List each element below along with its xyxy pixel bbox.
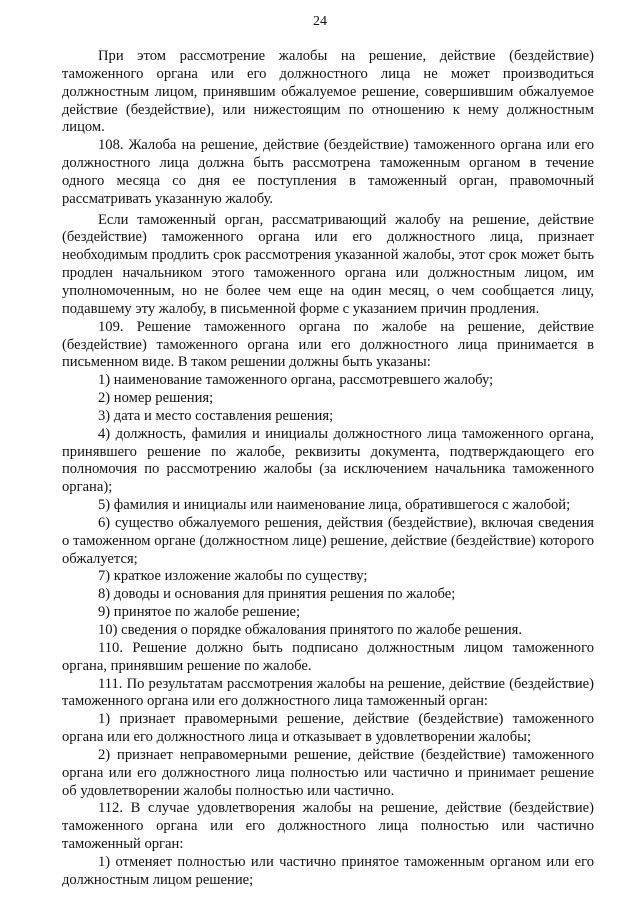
paragraph-112: 112. В случае удовлетворения жалобы на решение, действие (бездействие) таможенного органа или его должностного лица полностью или частично таможенный орган: — [62, 800, 594, 853]
list-item: 8) доводы и основания для принятия решения по жалобе; — [98, 586, 456, 603]
paragraph-110: 110. Решение должно быть подписано должностным лицом таможенного органа, принявшим решение по жалобе. — [62, 639, 594, 674]
list-item: 1) наименование таможенного органа, рассмотревшего жалобу; — [98, 372, 494, 389]
list-item: 6) существо обжалуемого решения, действия (бездействие), включая сведения о таможенном органе (должностном лице) решение, действие (бездействие) которого обжалуется; — [62, 514, 594, 567]
paragraph-111: 111. По результатам рассмотрения жалобы на решение, действие (бездействие) таможенного органа или его должностного лица таможенный орган: — [62, 675, 594, 710]
list-item: 7) краткое изложение жалобы по существу; — [98, 568, 368, 585]
paragraph-extension: Если таможенный орган, рассматривающий жалобу на решение, действие (бездействие) таможенного органа или его должностного лица, признает необходимым продлить срок рассмотрения указанной жалобы, этот срок может быть продлен начальником этого таможенного органа или должностным лицом, им уполномоченным, но не более чем еще на один месяц, о чем сообщается лицу, подавшему эту жалобу, в письменной форме с указанием причин продления. — [62, 211, 594, 317]
paragraph-109: 109. Решение таможенного органа по жалобе на решение, действие (бездействие) таможенного органа или его должностного лица принимается в письменном виде. В таком решении должны быть указаны: — [62, 318, 594, 371]
list-item: 5) фамилия и инициалы или наименование лица, обратившегося с жалобой; — [98, 497, 571, 514]
list-item: 3) дата и место составления решения; — [98, 407, 334, 424]
paragraph-108: 108. Жалоба на решение, действие (бездействие) таможенного органа или его должностного лица должна быть рассмотрена таможенным органом в течение одного месяца со дня ее поступления в таможенный орган, правомочный рассматривать указанную жалобу. — [62, 137, 594, 207]
list-item: 2) номер решения; — [98, 390, 214, 407]
document-body — [62, 48, 594, 890]
list-item: 4) должность, фамилия и инициалы должностного лица таможенного органа, принявшего решение по жалобе, реквизиты документа, подтверждающего его полномочия по рассмотрению жалобы (за исключением начальника таможенного органа); — [62, 425, 594, 496]
list-item: 1) признает правомерными решение, действие (бездействие) таможенного органа или его должностного лица и отказывает в удовлетворении жалобы; — [62, 711, 594, 746]
list-item: 10) сведения о порядке обжалования принятого по жалобе решения. — [98, 622, 523, 638]
list-item: 1) отменяет полностью или частично принятое таможенным органом или его должностным лицом решение; — [62, 853, 594, 888]
paragraph-intro-review: При этом рассмотрение жалобы на решение, действие (бездействие) таможенного органа или его должностного лица не может производиться должностным лицом, принявшим обжалуемое решение, совершившим обжалуемое действие (бездействие), или нижестоящим по отношению к нему должностным лицом. — [62, 48, 594, 136]
list-item: 2) признает неправомерными решение, действие (бездействие) таможенного органа или его должностного лица полностью или частично и принимает решение об удовлетворении жалобы полностью или частично. — [62, 746, 594, 799]
list-item: 9) принятое по жалобе решение; — [98, 604, 301, 621]
page-number: 24 — [313, 14, 327, 29]
